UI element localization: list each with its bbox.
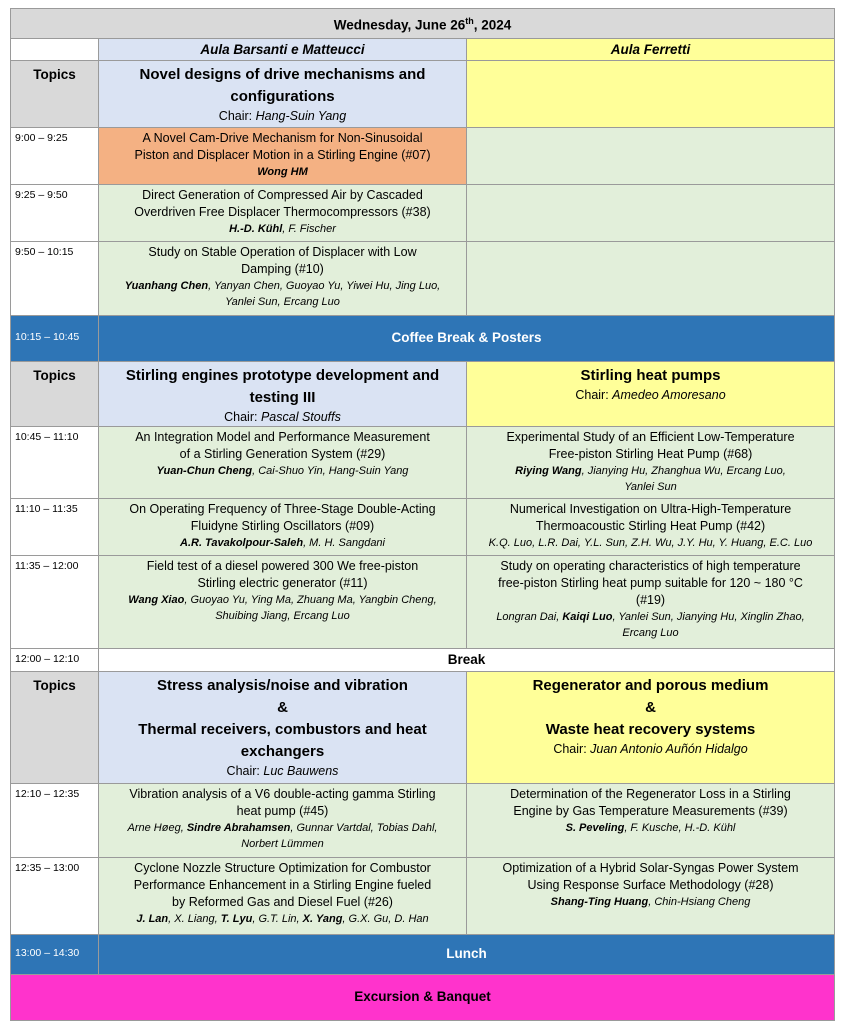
time-slot: 9:50 – 10:15	[11, 241, 99, 315]
excursion-banquet: Excursion & Banquet	[11, 974, 835, 1020]
lunch-break: Lunch	[99, 934, 835, 974]
paper-cell: Vibration analysis of a V6 double-acting gamma Stirling heat pump (#45) Arne Høeg, Sindre Abrahamsen, Gunnar Vartdal, Tobias Dahl, Norbert Lümmen	[99, 783, 467, 857]
time-slot: 13:00 – 14:30	[11, 934, 99, 974]
paper-cell: Experimental Study of an Efficient Low-Temperature Free-piston Stirling Heat Pump (#68) Riying Wang, Jianying Hu, Zhanghua Wu, Ercang Luo, Yanlei Sun	[467, 426, 835, 498]
day-header: Wednesday, June 26th, 2024	[11, 9, 835, 39]
paper-cell: Study on Stable Operation of Displacer with Low Damping (#10) Yuanhang Chen, Yanyan Chen, Guoyao Yu, Yiwei Hu, Jing Luo, Yanlei Sun, Ercang Luo	[99, 241, 467, 315]
session-topic-right: Regenerator and porous medium & Waste heat recovery systems Chair: Juan Antonio Auñón Hidalgo	[467, 671, 835, 783]
session-topic-left: Novel designs of drive mechanisms and configurations Chair: Hang-Suin Yang	[99, 60, 467, 127]
paper-cell: Optimization of a Hybrid Solar-Syngas Power System Using Response Surface Methodology (#28) Shang-Ting Huang, Chin-Hsiang Cheng	[467, 857, 835, 934]
room-corner	[11, 38, 99, 60]
time-slot: 12:10 – 12:35	[11, 783, 99, 857]
topics-label: Topics	[11, 60, 99, 127]
topics-label: Topics	[11, 671, 99, 783]
paper-cell: On Operating Frequency of Three-Stage Double-Acting Fluidyne Stirling Oscillators (#09) A.R. Tavakolpour-Saleh, M. H. Sangdani	[99, 498, 467, 555]
paper-cell: Study on operating characteristics of high temperature free-piston Stirling heat pump suitable for 120 ~ 180 °C (#19) Longran Dai, Kaiqi Luo, Yanlei Sun, Jianying Hu, Xinglin Zhao, Ercang Luo	[467, 555, 835, 648]
coffee-break: Coffee Break & Posters	[99, 315, 835, 361]
room-left: Aula Barsanti e Matteucci	[99, 38, 467, 60]
session-topic-right: Stirling heat pumps Chair: Amedeo Amoresano	[467, 361, 835, 426]
paper-cell: Cyclone Nozzle Structure Optimization for Combustor Performance Enhancement in a Stirling Engine fueled by Reformed Gas and Diesel Fuel (#26) J. Lan, X. Liang, T. Lyu, G.T. Lin, X. Yang, G.X. Gu, D. Han	[99, 857, 467, 934]
paper-cell: Field test of a diesel powered 300 We free-piston Stirling electric generator (#11) Wang Xiao, Guoyao Yu, Ying Ma, Zhuang Ma, Yangbin Cheng, Shuibing Jiang, Ercang Luo	[99, 555, 467, 648]
time-slot: 10:45 – 11:10	[11, 426, 99, 498]
paper-cell: Direct Generation of Compressed Air by Cascaded Overdriven Free Displacer Thermocompressors (#38) H.-D. Kühl, F. Fischer	[99, 184, 467, 241]
time-slot: 9:00 – 9:25	[11, 127, 99, 184]
empty-cell	[467, 127, 835, 184]
paper-cell: Numerical Investigation on Ultra-High-Temperature Thermoacoustic Stirling Heat Pump (#42) K.Q. Luo, L.R. Dai, Y.L. Sun, Z.H. Wu, J.Y. Hu, Y. Huang, E.C. Luo	[467, 498, 835, 555]
session-topic-right-empty	[467, 60, 835, 127]
time-slot: 10:15 – 10:45	[11, 315, 99, 361]
paper-cell: A Novel Cam-Drive Mechanism for Non-Sinusoidal Piston and Displacer Motion in a Stirling Engine (#07) Wong HM	[99, 127, 467, 184]
paper-cell: An Integration Model and Performance Measurement of a Stirling Generation System (#29) Yuan-Chun Cheng, Cai-Shuo Yin, Hang-Suin Yang	[99, 426, 467, 498]
time-slot: 11:35 – 12:00	[11, 555, 99, 648]
session-topic-left: Stirling engines prototype development and testing III Chair: Pascal Stouffs	[99, 361, 467, 426]
room-right: Aula Ferretti	[467, 38, 835, 60]
time-slot: 9:25 – 9:50	[11, 184, 99, 241]
schedule-table	[10, 8, 835, 1021]
topics-label: Topics	[11, 361, 99, 426]
empty-cell	[467, 241, 835, 315]
empty-cell	[467, 184, 835, 241]
time-slot: 12:35 – 13:00	[11, 857, 99, 934]
time-slot: 12:00 – 12:10	[11, 648, 99, 671]
session-topic-left: Stress analysis/noise and vibration & Thermal receivers, combustors and heat exchangers Chair: Luc Bauwens	[99, 671, 467, 783]
paper-cell: Determination of the Regenerator Loss in a Stirling Engine by Gas Temperature Measurements (#39) S. Peveling, F. Kusche, H.-D. Kühl	[467, 783, 835, 857]
time-slot: 11:10 – 11:35	[11, 498, 99, 555]
short-break: Break	[99, 648, 835, 671]
